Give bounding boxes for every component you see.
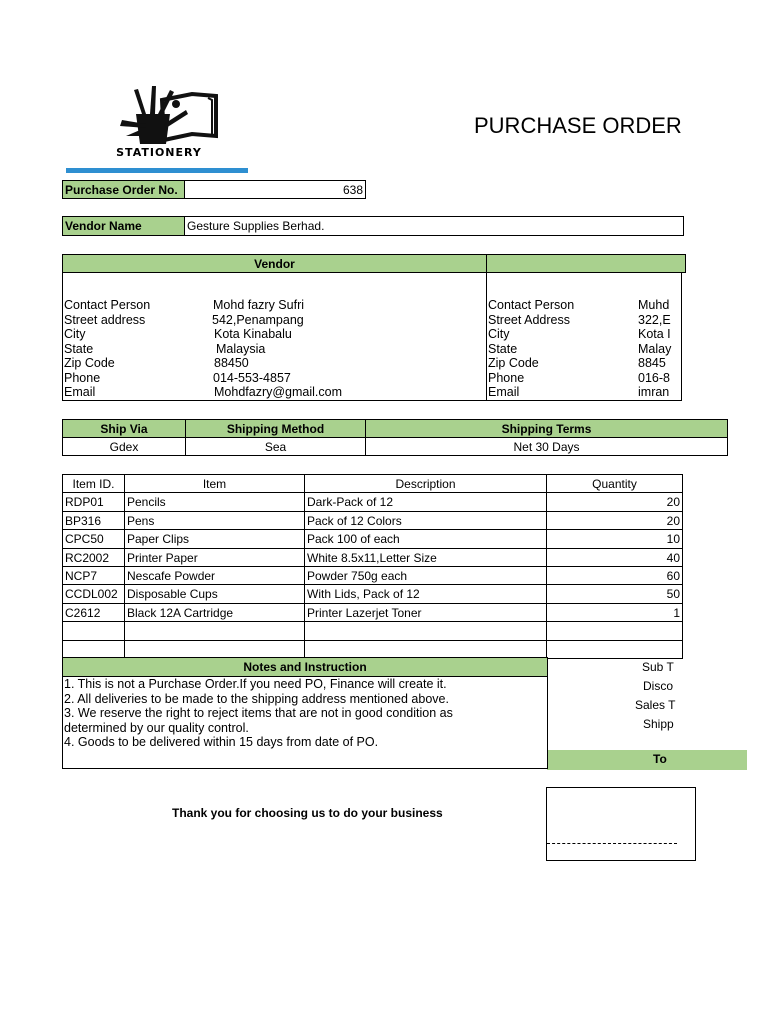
cell-quantity[interactable]: 20 [546, 511, 683, 530]
cell-item-id[interactable] [62, 621, 125, 640]
ship-via-value[interactable]: Gdex [62, 437, 186, 456]
total-label: To [653, 752, 667, 766]
ship-street-label: Street Address [488, 312, 570, 327]
ship-to-header [486, 254, 686, 273]
cell-quantity[interactable]: 60 [546, 566, 683, 585]
cell-description[interactable]: Dark-Pack of 12 [304, 492, 547, 511]
cell-item-id[interactable]: RDP01 [62, 492, 125, 511]
cell-item-id[interactable]: RC2002 [62, 548, 125, 567]
totals-left-border [547, 657, 548, 769]
cell-description[interactable]: Powder 750g each [304, 566, 547, 585]
ship-via-header: Ship Via [62, 419, 186, 438]
cell-quantity[interactable]: 20 [546, 492, 683, 511]
po-number-value[interactable]: 638 [184, 180, 366, 199]
vendor-city-value[interactable]: Kota Kinabalu [214, 327, 292, 341]
ship-contact-value[interactable]: Muhd [638, 298, 670, 312]
ship-phone-value[interactable]: 016-8 [638, 370, 670, 385]
cell-description[interactable] [304, 621, 547, 640]
ship-contact-label: Contact Person [488, 298, 575, 312]
signature-box[interactable] [546, 787, 696, 861]
cell-item-name[interactable]: Pencils [124, 492, 305, 511]
items-table [62, 474, 682, 658]
cell-item-name[interactable]: Printer Paper [124, 548, 305, 567]
vendor-zip-value[interactable]: 88450 [214, 356, 249, 370]
ship-street-value[interactable]: 322,E [638, 312, 671, 327]
vendor-city-label: City [64, 327, 86, 341]
vendor-name-label: Vendor Name [62, 216, 185, 236]
shipping-method-value[interactable]: Sea [185, 437, 366, 456]
signature-dashed-line [547, 843, 677, 844]
cell-item-name[interactable]: Pens [124, 511, 305, 530]
vendor-phone-value[interactable]: 014-553-4857 [213, 370, 291, 385]
cell-item-id[interactable]: CCDL002 [62, 584, 125, 603]
vendor-state-value[interactable]: Malaysia [216, 341, 266, 356]
ship-phone-label: Phone [488, 370, 525, 385]
vendor-state-label: State [64, 341, 94, 356]
shipping-terms-value[interactable]: Net 30 Days [365, 437, 728, 456]
cell-item-name[interactable]: Nescafe Powder [124, 566, 305, 585]
thank-you-message: Thank you for choosing us to do your business [172, 806, 443, 820]
note-line: 3. We reserve the right to reject items that are not in good condition as [64, 706, 453, 720]
address-divider [486, 254, 487, 401]
notes-header: Notes and Instruction [62, 657, 548, 677]
ship-state-value[interactable]: Malay [638, 341, 672, 356]
page-title: PURCHASE ORDER [474, 113, 682, 138]
ship-city-value[interactable]: Kota I [638, 327, 671, 341]
subtotal-label: Sub T [642, 660, 674, 674]
ship-city-label: City [488, 327, 510, 341]
logo-brand-text: STATIONERY [116, 146, 202, 159]
ship-email-value[interactable]: imran [638, 385, 670, 399]
cell-quantity[interactable] [546, 621, 683, 640]
ship-zip-label: Zip Code [488, 356, 539, 370]
cell-quantity[interactable]: 40 [546, 548, 683, 567]
cell-quantity[interactable]: 50 [546, 584, 683, 603]
cell-item-name[interactable] [124, 621, 305, 640]
sales-tax-label: Sales T [635, 698, 676, 712]
vendor-zip-label: Zip Code [64, 356, 115, 370]
header-quantity: Quantity [546, 474, 683, 493]
note-line: 4. Goods to be delivered within 15 days from date of PO. [64, 735, 379, 749]
cell-item-id[interactable]: C2612 [62, 603, 125, 622]
vendor-phone-label: Phone [64, 370, 101, 385]
cell-item-id[interactable]: CPC50 [62, 529, 125, 548]
cell-item-name[interactable]: Disposable Cups [124, 584, 305, 603]
address-block [62, 254, 682, 401]
cell-item-id[interactable]: NCP7 [62, 566, 125, 585]
vendor-email-label: Email [64, 385, 96, 399]
cell-description[interactable]: Pack 100 of each [304, 529, 547, 548]
header-item-id: Item ID. [62, 474, 125, 493]
header-item-name: Item [124, 474, 305, 493]
header-description: Description [304, 474, 547, 493]
cell-description[interactable]: Pack of 12 Colors [304, 511, 547, 530]
shipping-terms-header: Shipping Terms [365, 419, 728, 438]
note-line: 1. This is not a Purchase Order.If you need PO, Finance will create it. [64, 677, 447, 691]
cell-quantity[interactable] [546, 640, 683, 659]
vendor-street-value[interactable]: 542,Penampang [212, 312, 304, 327]
cell-quantity[interactable]: 1 [546, 603, 683, 622]
po-number-label: Purchase Order No. [62, 180, 185, 199]
vendor-street-label: Street address [64, 312, 146, 327]
note-line: 2. All deliveries to be made to the shipping address mentioned above. [64, 691, 449, 706]
cell-item-name[interactable]: Paper Clips [124, 529, 305, 548]
cell-quantity[interactable]: 10 [546, 529, 683, 548]
shipping-method-header: Shipping Method [185, 419, 366, 438]
vendor-name-value[interactable]: Gesture Supplies Berhad. [184, 216, 684, 236]
cell-item-id[interactable]: BP316 [62, 511, 125, 530]
total-row [547, 750, 747, 770]
ship-zip-value[interactable]: 8845 [638, 356, 666, 370]
cell-description[interactable]: White 8.5x11,Letter Size [304, 548, 547, 567]
cell-item-name[interactable]: Black 12A Cartridge [124, 603, 305, 622]
notes-text [64, 677, 453, 750]
vendor-header: Vendor [62, 254, 487, 273]
vendor-email-value[interactable]: Mohdfazry@gmail.com [214, 385, 343, 399]
note-line: determined by our quality control. [64, 720, 249, 735]
ship-state-label: State [488, 341, 518, 356]
ship-email-label: Email [488, 385, 520, 399]
cell-description[interactable]: With Lids, Pack of 12 [304, 584, 547, 603]
vendor-contact-value[interactable]: Mohd fazry Sufri [213, 298, 305, 312]
vendor-contact-label: Contact Person [64, 298, 151, 312]
discount-label: Disco [643, 679, 674, 693]
shipping-label: Shipp [643, 717, 674, 731]
cell-description[interactable]: Printer Lazerjet Toner [304, 603, 547, 622]
